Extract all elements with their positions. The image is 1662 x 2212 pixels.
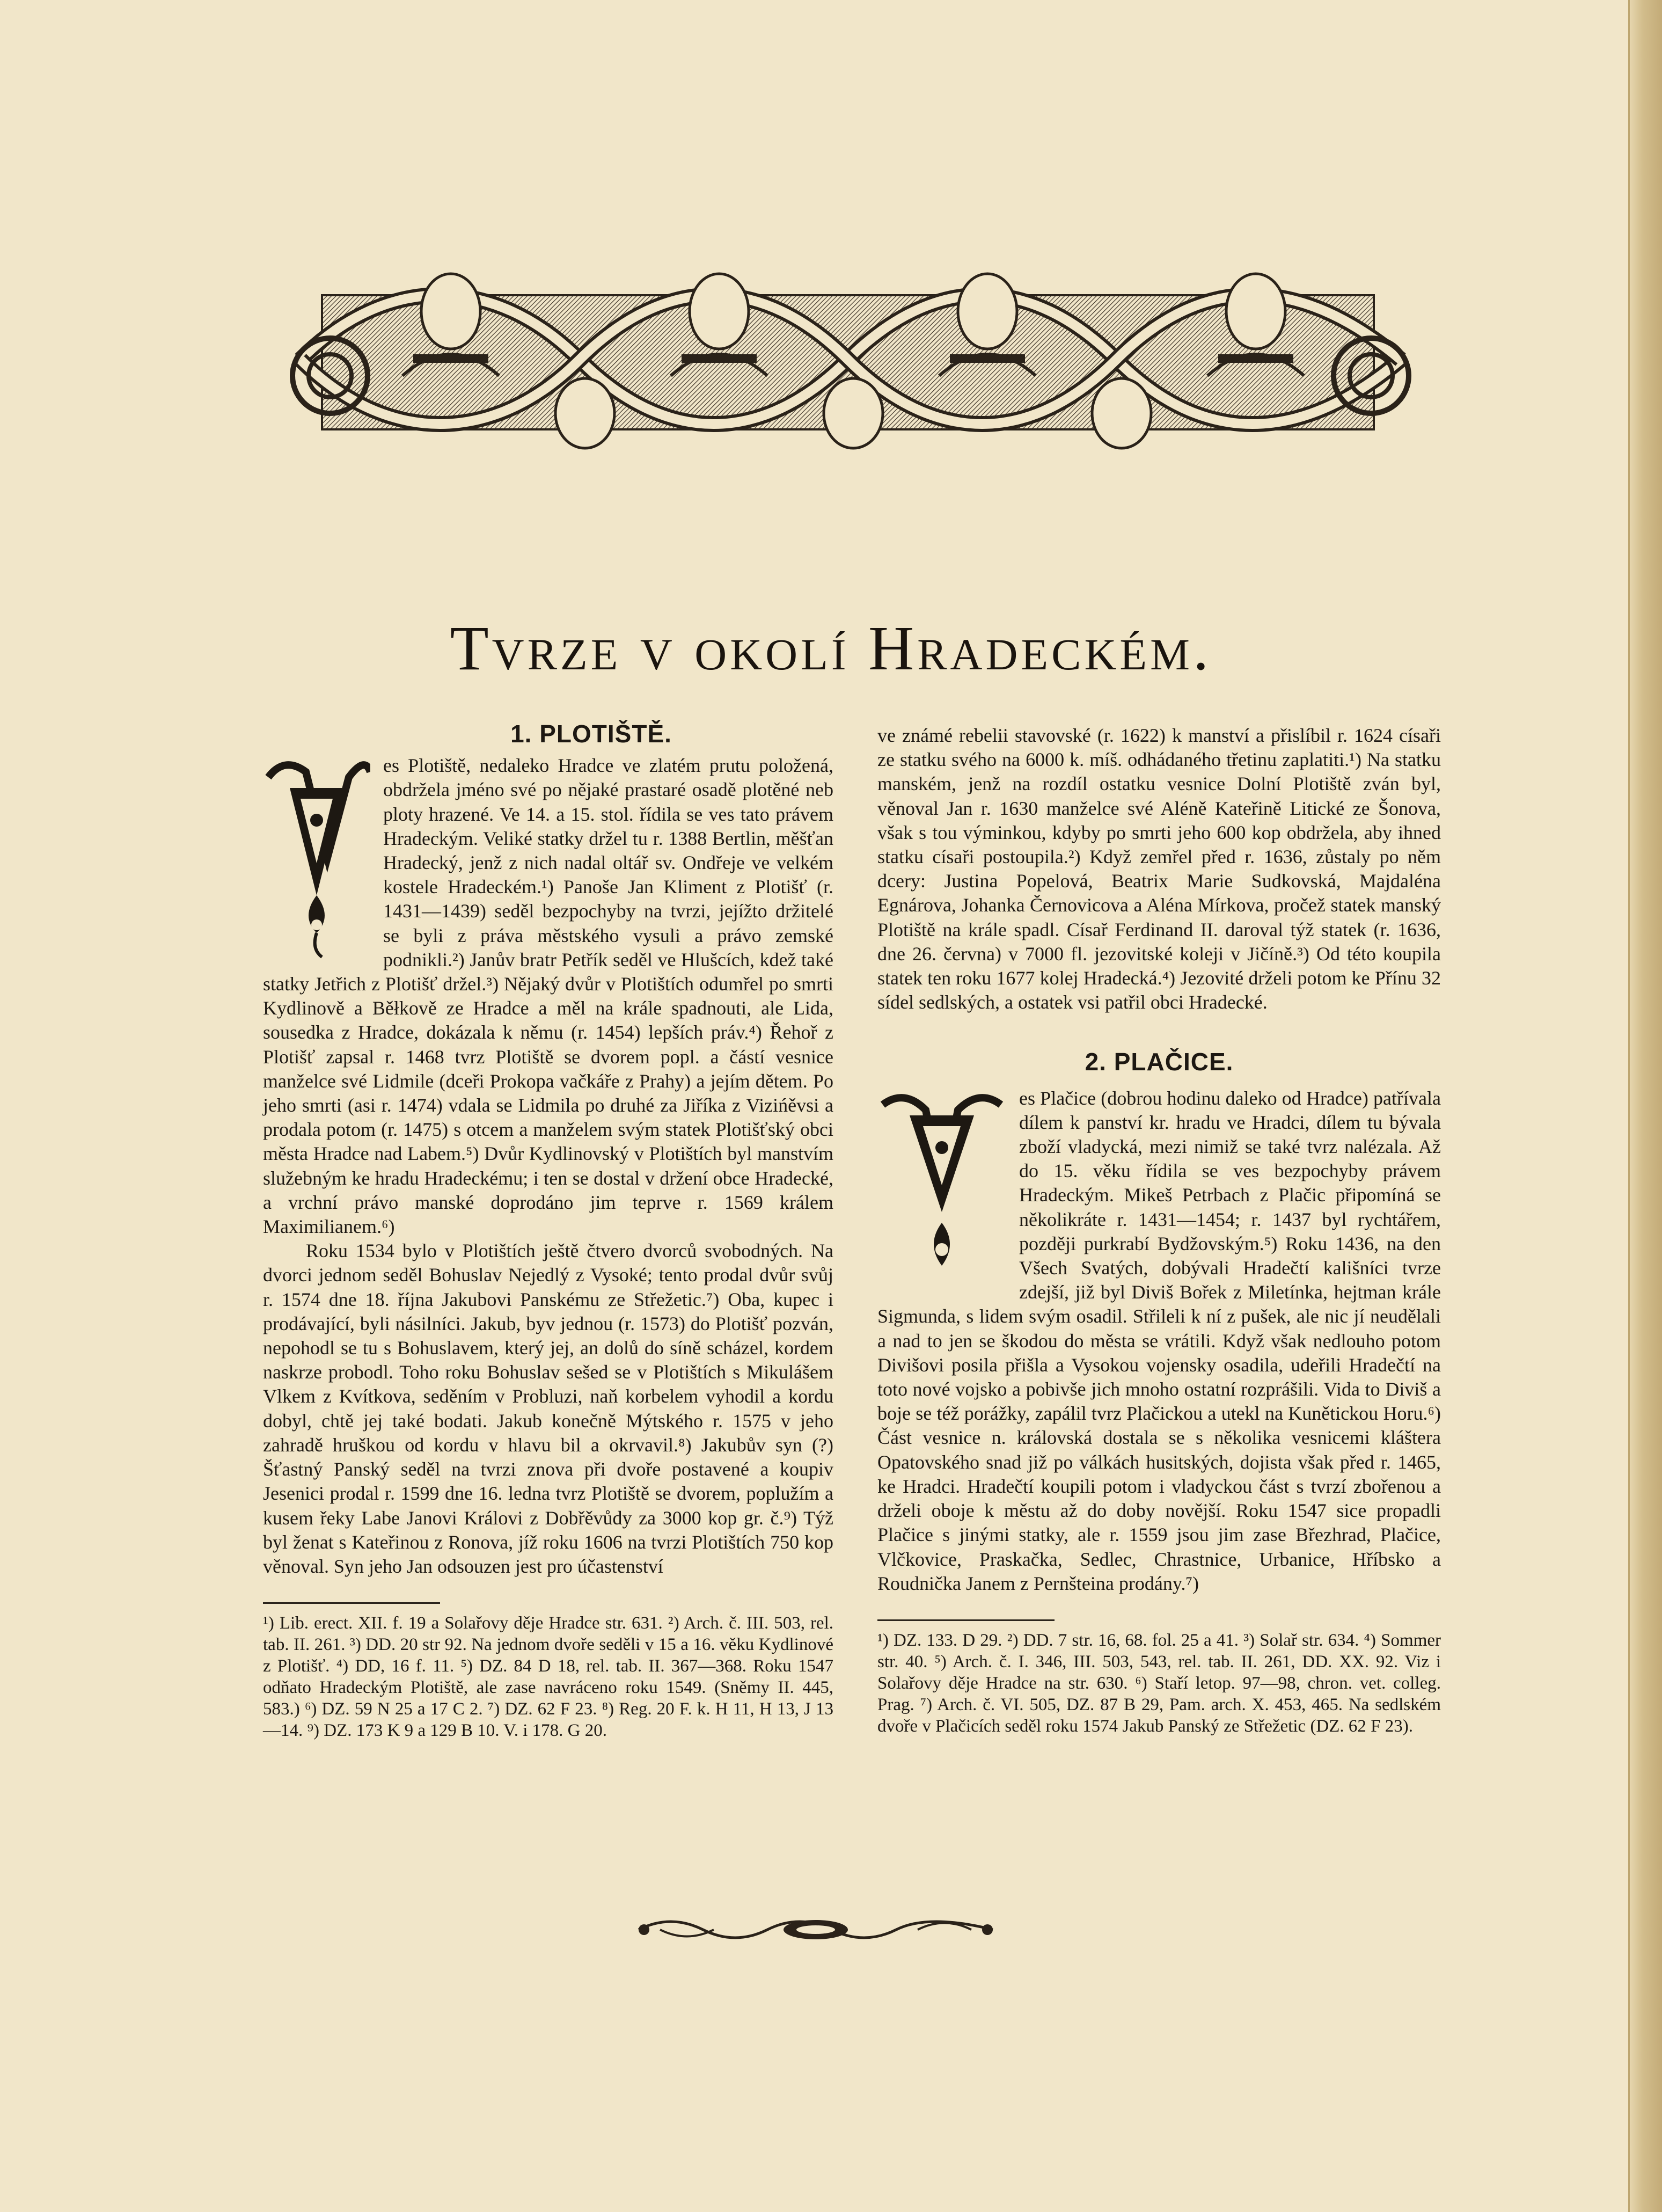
page-edge <box>1628 0 1662 2212</box>
paragraph-plotiste-2: Roku 1534 bylo v Plotištích ještě čtvero dvorců svobodných. Na dvorci jednom seděl Bohuslav Nejedlý z Vysoké; tento prodal dvůr svůj r. 1574 dne 18. října Jakubovi Panskému ze Střežetic.⁷) Oba, kupec i prodávající, byli násilníci. Jakub, byv jednou (r. 1573) do Plotišť pozván, nepohodl se tu s Bohuslavem, který jej, an dolů do síně scházel, kordem naskrze probodl. Toho roku Bohuslav sešed se v Plotištích s Mikulášem Vlkem z Kvítkova, seděním v Probluzi, naň korbelem vyhodil a kordu dobyl, chtě jej také bodati. Jakub konečně Mýtského r. 1575 v jeho zahradě hruškou od kordu v hlavu bil a okrvavil.⁸) Jakubův syn (?) Šťastný Panský seděl na tvrzi znova při dvoře postavené a koupiv Jesenici prodal r. 1599 dne 16. ledna tvrz Plotiště se dvorem, poplužím a kusem řeky Labe Janovi Královi z Dobřěvůdy za 3000 kop gr. č.⁹) Týž byl ženat s Kateřinou z Ronova, jíž roku 1606 na tvrzi Plotištích 750 kop věnoval. Syn jeho Jan odsouzen jest pro účastenství <box>263 1240 833 1577</box>
paragraph-plotiste-1: es Plotiště, nedaleko Hradce ve zlatém prutu položená, obdržela jméno své po nějaké prastaré osadě plotěné neb ploty hrazené. Ve 14. a 15. stol. řídila se ves tato právem Hradeckým. Veliké statky držel tu r. 1388 Bertlin, měšťan Hradecký, jenž z nich nadal oltář sv. Ondřeje ve velkém kostele Hradeckém.¹) Panoše Jan Kliment z Plotišť (r. 1431—1439) seděl bezpochyby na tvrzi, jejížto držitelé se byli z práva městského vysuli a právo zemské podnikli.²) Janův bratr Petřík seděl ve Hlušcích, kdež také statky Jetřich z Plotišť držel.³) Nějaký dvůr v Plotištích odumřel po smrti Kydlinově a Běłkově ze Hradce a měl na krále spadnouti, ale Lida, sousedka z Hradce, dokázala k němu (r. 1454) lepších práv.⁴) Řehoř z Plotišť zapsal r. 1468 tvrz Plotiště se dvorem popl. a částí vesnice manželce své Lidmile (dceři Prokopa vačkáře z Prahy) a jejím dětem. Po jeho smrti (asi r. 1474) vdala se Lidmila po druhé za Jiříka z Vizińěvsi a prodala potom (r. 1475) s otcem a manželem svým statek Plotišťský obci města Hradce nad Labem.⁵) Dvůr Kydlinovský v Plotištích byl manstvím služebným ke hradu Hradeckému; i ten se dostal v držení obce Hradecké, a vrchní právo manské doprodáno jim teprve r. 1569 králem Maximilianem.⁶) <box>263 755 833 1238</box>
section-heading-plotiste: 1. PLOTIŠTĚ. <box>510 720 672 748</box>
footnote-rule <box>877 1619 1055 1621</box>
footnotes-right: ¹) DZ. 133. D 29. ²) DD. 7 str. 16, 68. fol. 25 a 41. ³) Solař str. 634. ⁴) Sommer str. 40. ⁵) Arch. č. I. 346, III. 503, 543, rel. tab. II. 261, DD. XX. 92. Viz i Solařovy děje Hradce na str. 630. ⁶) Staří letop. 97—98, chron. vet. colleg. Prag. ⁷) Arch. č. VI. 505, DZ. 87 B 29, Pam. arch. X. 453, 465. Na sedlském dvoře v Plačicích seděl roku 1574 Jakub Panský ze Střežetic (DZ. 62 F 23). <box>877 1630 1441 1736</box>
paragraph-plotiste-continued: ve známé rebelii stavovské (r. 1622) k manství a přislíbil r. 1624 císaři ze statku svého na 6000 k. míš. odhádaného třetinu zaplatiti.¹) Na statku manském, jenž na rozdíl ostatku vesnice Dolní Plotiště zván byl, věnoval Jan r. 1630 manželce své Aléně Kateřině Litické ze Šonova, však s tou výminkou, kdyby po smrti jeho 600 kop obdržela, aby ihned statku císaři postoupila.²) Když zemřel před r. 1636, zůstaly po něm dcery: Justina Popelová, Beatrix Marie Sudkovská, Majdaléna Egnárova, Johanka Černovicova a Aléna Mírkova, pročež statek manský Plotiště na krále spadl. Císař Ferdinand II. daroval týž statek (r. 1636, dne 26. června) v 7000 fl. jezovitské koleji v Jičíně.³) Od této koupila statek ten roku 1677 kolej Hradecká.⁴) Jezovité drželi potom ke Přínu 32 sídel sedlských, a ostatek vsi patřil obci Hradecké. <box>877 725 1441 1013</box>
ornamental-flourish <box>628 1911 1004 1948</box>
dropcap-v-ornament <box>877 1089 1006 1282</box>
right-column <box>877 724 1441 1737</box>
page-title: Tvrze v okolí Hradeckém. <box>450 613 1212 683</box>
section-heading-placice: 2. PLAČICE. <box>1085 1048 1234 1076</box>
left-column <box>263 722 833 1741</box>
footnote-rule <box>263 1602 440 1604</box>
paragraph-placice-1: es Plačice (dobrou hodinu daleko od Hradce) patřívala dílem k panství kr. hradu ve Hradci, dílem tu bývala zboží vladycká, mezi nimiž se také tvrz nalézala. Až do 15. věku řídila se ves bezpochyby právem Hradeckým. Mikeš Petrbach z Plačic připomíná se několikráte r. 1431—1454; r. 1437 byl rychtářem, později purkrabí Bydžovským.⁵) Roku 1436, na den Všech Svatých, dobývali Hradečtí kališníci tvrze zdejší, již byl Diviš Bořek z Miletínka, hejtman krále Sigmunda, s lidem svým osadil. Střileli k ní z pušek, ale nic jí neudělali a nad to jen se škodou do města se vrátili. Když však nedlouho potom Divišovi posila přišla a Vysokou vojensky osadila, udeřili Hradečtí na toto nové vojsko a pobivše jich mnoho ostatní rozprášili. Vida to Diviš a boje se též porážky, zapálil tvrz Plačickou a utekl na Kunětickou Horu.⁶) Část vesnice n. královská dostala se s několika vesnicemi kláštera Opatovského snad již po válkách husitských, dojista však před r. 1465, ke Hradci. Hradečtí koupili potom i vladyckou část s tvrzí zbořenou a drželi oboje k městu až do doby novější. Roku 1547 sice propadli Plačice s jinými statky, ale r. 1559 jsou jim zase Březhrad, Plačice, Vlčkovice, Praskačka, Sedlec, Chrastnice, Urbanice, Hříbsko a Roudnička Janem z Pernšteina prodány.⁷) <box>877 1087 1441 1594</box>
ornamental-frieze <box>279 252 1422 499</box>
dropcap-v-ornament <box>263 756 370 960</box>
footnotes-left: ¹) Lib. erect. XII. f. 19 a Solařovy děje Hradce str. 631. ²) Arch. č. III. 503, rel. tab. II. 261. ³) DD. 20 str 92. Na jednom dvoře seděli v 15 a 16. věku Kydlinové z Plotišť. ⁴) DD, 16 f. 11. ⁵) DZ. 84 D 18, rel. tab. II. 367—368. Roku 1547 odňato Hradeckým Plotiště, ale zase navráceno roku 1549. (Sněmy II. 445, 583.) ⁶) DZ. 59 N 25 a 17 C 2. ⁷) DZ. 62 F 23. ⁸) Reg. 20 F. k. H 11, H 13, J 13—14. ⁹) DZ. 173 K 9 a 129 B 10. V. i 178. G 20. <box>263 1614 833 1741</box>
